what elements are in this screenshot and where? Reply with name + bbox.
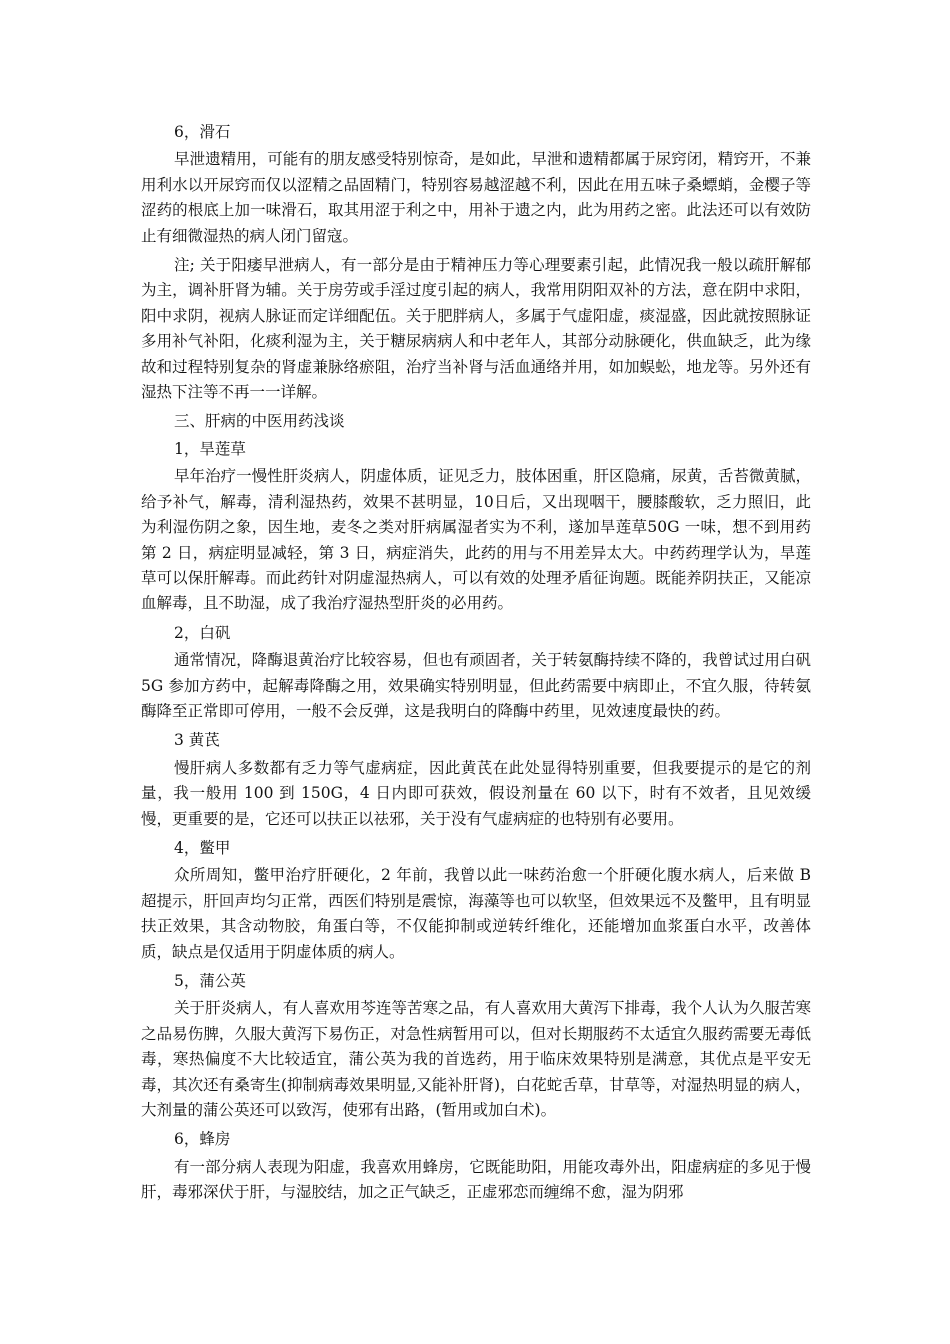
paragraph: 通常情况，降酶退黄治疗比较容易，但也有顽固者，关于转氨酶持续不降的，我曾试过用白矾 5G 参加方药中，起解毒降酶之用，效果确实特别明显，但此药需要中病即止，不宜久服，待转氨酶降至正常即可停用，一般不会反弹，这是我明白的降酶中药里，见效速度最快的药。 — [141, 651, 811, 720]
section-heading: 2，白矾 — [174, 623, 231, 642]
section-heading: 4，鳖甲 — [174, 838, 231, 857]
section-heading: 1，旱莲草 — [174, 439, 246, 458]
paragraph: 注; 关于阳痿早泄病人，有一部分是由于精神压力等心理要素引起，此情况我一般以疏肝解郁为主，调补肝肾为辅。关于房劳或手淫过度引起的病人，我常用阴阳双补的方法，意在阴中求阳，阳中求阴，视病人脉证而定详细配伍。关于肥胖病人，多属于气虚阳虚，痰湿盛，因此就按照脉证多用补气补阳，化痰利湿为主，关于糖尿病病人和中老年人，其部分动脉硬化，供血缺乏，此为缘故和过程特别复杂的肾虚兼脉络瘀阻，治疗当补肾与活血通络并用，如加蜈蚣，地龙等。另外还有湿热下注等不再一一详解。 — [141, 256, 811, 402]
section-heading: 3 黄芪 — [174, 731, 220, 750]
paragraph: 有一部分病人表现为阳虚，我喜欢用蜂房，它既能助阳，用能攻毒外出，阳虚病症的多见于慢肝，毒邪深伏于肝，与湿胶结，加之正气缺乏，正虚邪恋而缠绵不愈，湿为阴邪 — [141, 1157, 811, 1202]
section-heading: 6，滑石 — [174, 123, 231, 141]
paragraph: 众所周知，鳖甲治疗肝硬化，2 年前，我曾以此一味药治愈一个肝硬化腹水病人，后来做 B 超提示，肝回声均匀正常，西医们特别是震惊，海藻等也可以软坚，但效果远不及鳖甲，且有明显扶正效果，其含动物胶，角蛋白等，不仅能抑制或逆转纤维化，还能增加血浆蛋白水平，改善体质，缺点是仅适用于阴虚体质的病人。 — [141, 866, 811, 961]
section-heading: 6，蜂房 — [174, 1130, 231, 1149]
paragraph: 关于肝炎病人，有人喜欢用芩连等苦寒之品，有人喜欢用大黄泻下排毒，我个人认为久服苦寒之品易伤脾，久服大黄泻下易伤正，对急性病暂用可以，但对长期服药不太适宜久服药需要无毒低毒，寒热偏度不大比较适宜，蒲公英为我的首选药，用于临床效果特别是满意，其优点是平安无毒，其次还有桑寄生(抑制病毒效果明显,又能补肝肾)，白花蛇舌草，甘草等，对湿热明显的病人，大剂量的蒲公英还可以致泻，使邪有出路，(暂用或加白术)。 — [141, 999, 811, 1120]
section-heading: 5，蒲公英 — [174, 972, 246, 990]
paragraph: 慢肝病人多数都有乏力等气虚病症，因此黄芪在此处显得特别重要，但我要提示的是它的剂量，我一般用 100 到 150G，4 日内即可获效，假设剂量在 60 以下，时有不效者，且见效缓慢，更重要的是，它还可以扶正以祛邪，关于没有气虚病症的也特别有必要用。 — [141, 758, 811, 828]
paragraph: 早年治疗一慢性肝炎病人，阴虚体质，证见乏力，肢体困重，肝区隐痛，尿黄，舌苔微黄腻，给予补气，解毒，清利湿热药，效果不甚明显，10日后，又出现咽干，腰膝酸软，乏力照旧，此为利湿伤阴之象，因生地，麦冬之类对肝病属湿者实为不利，遂加旱莲草50G 一味，想不到用药第 2 日，病症明显减轻，第 3 日，病症消失，此药的用与不用差异太大。中药药理学认为，旱莲草可以保肝解毒。而此药针对阴虚湿热病人，可以有效的处理矛盾征询题。既能养阴扶正，又能凉血解毒，且不助湿，成了我治疗湿热型肝炎的必用药。 — [141, 467, 811, 613]
paragraph: 早泄遗精用，可能有的朋友感受特别惊奇，是如此，早泄和遗精都属于尿窍闭，精窍开，不兼用利水以开尿窍而仅以涩精之品固精门，特别容易越涩越不利，因此在用五味子桑螵蛸，金樱子等涩药的根底上加一味滑石，取其用涩于利之中，用补于遗之内，此为用药之密。此法还可以有效防止有细微湿热的病人闭门留寇。 — [141, 150, 811, 245]
document-page — [141, 120, 811, 1210]
section-heading: 三、肝病的中医用药浅谈 — [174, 412, 345, 431]
